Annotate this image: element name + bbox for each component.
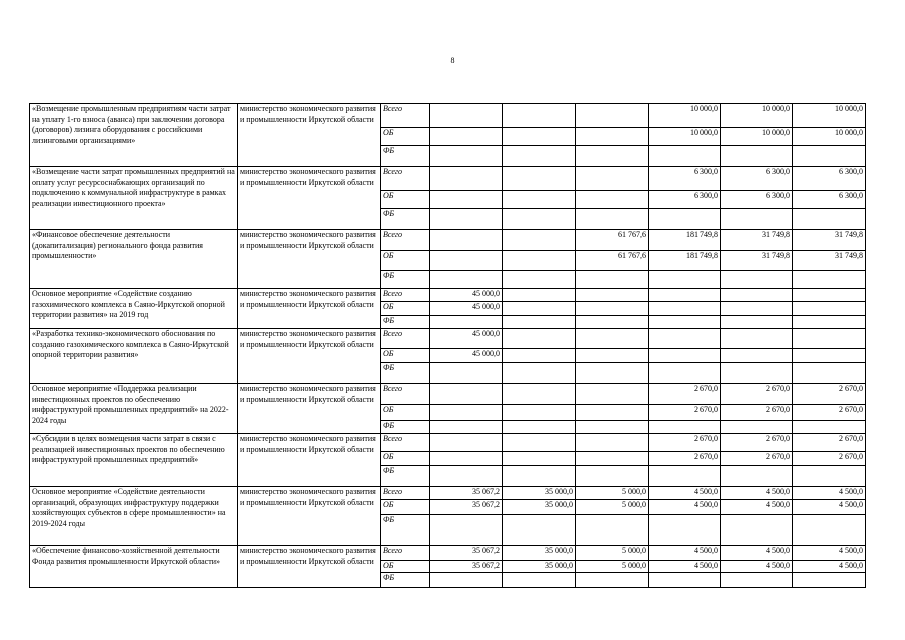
- amount-cell: 35 067,2: [430, 561, 503, 573]
- amount-cell: 2 670,0: [793, 384, 866, 405]
- amount-cell: [649, 349, 721, 363]
- amount-cell: [503, 167, 576, 191]
- amount-cell: 5 000,0: [576, 546, 649, 561]
- amount-cell: [793, 363, 866, 384]
- amount-cell: [503, 349, 576, 363]
- table-row: [30, 104, 866, 128]
- amount-cell: [721, 316, 793, 329]
- amount-cell: 5 000,0: [576, 487, 649, 500]
- amount-cell: [503, 128, 576, 146]
- amount-cell: [503, 146, 576, 167]
- amount-cell: [430, 466, 503, 487]
- amount-cell: 35 067,2: [430, 546, 503, 561]
- amount-cell: [503, 251, 576, 271]
- amount-cell: 2 670,0: [649, 434, 721, 452]
- amount-cell: [503, 316, 576, 329]
- amount-cell: [430, 363, 503, 384]
- amount-cell: [503, 515, 576, 546]
- amount-cell: [430, 251, 503, 271]
- amount-cell: 4 500,0: [721, 487, 793, 500]
- amount-cell: 4 500,0: [793, 561, 866, 573]
- amount-cell: [793, 209, 866, 230]
- amount-cell: 10 000,0: [721, 104, 793, 128]
- amount-cell: 35 067,2: [430, 500, 503, 515]
- amount-cell: [721, 209, 793, 230]
- funding-source: Всего: [381, 487, 430, 500]
- amount-cell: [721, 302, 793, 316]
- amount-cell: [576, 302, 649, 316]
- executor-name: министерство экономического развития и промышленности Иркутской области: [238, 329, 381, 384]
- measure-name: Основное мероприятие «Содействие созданию газохимического комплекса в Саяно-Иркутской опорной территории развития» на 2019 год: [30, 289, 238, 329]
- amount-cell: [576, 104, 649, 128]
- amount-cell: 61 767,6: [576, 251, 649, 271]
- funding-source: ФБ: [381, 466, 430, 487]
- measure-name: «Финансовое обеспечение деятельности (докапитализация) регионального фонда развития промышленности»: [30, 230, 238, 289]
- amount-cell: 5 000,0: [576, 561, 649, 573]
- amount-cell: [649, 209, 721, 230]
- table-row: [30, 546, 866, 561]
- amount-cell: [503, 329, 576, 349]
- amount-cell: 35 000,0: [503, 500, 576, 515]
- amount-cell: [430, 452, 503, 466]
- amount-cell: 4 500,0: [721, 546, 793, 561]
- amount-cell: [503, 302, 576, 316]
- amount-cell: 31 749,8: [793, 251, 866, 271]
- amount-cell: [649, 515, 721, 546]
- funding-source: Всего: [381, 329, 430, 349]
- measure-name: Основное мероприятие «Поддержка реализации инвестиционных проектов по обеспечению инфраструктурой промышленных предприятий» на 2022-2024 годы: [30, 384, 238, 434]
- amount-cell: [503, 572, 576, 587]
- amount-cell: [793, 515, 866, 546]
- amount-cell: [503, 209, 576, 230]
- funding-source: Всего: [381, 434, 430, 452]
- measure-name: «Обеспечение финансово-хозяйственной деятельности Фонда развития промышленности Иркутской области»: [30, 546, 238, 588]
- table-row: [30, 230, 866, 251]
- amount-cell: [576, 405, 649, 421]
- amount-cell: [721, 466, 793, 487]
- amount-cell: [793, 146, 866, 167]
- amount-cell: [576, 572, 649, 587]
- amount-cell: [793, 349, 866, 363]
- amount-cell: [576, 466, 649, 487]
- measure-name: Основное мероприятие «Содействие деятельности организаций, образующих инфраструктуру поддержки хозяйствующих субъектов в сфере промышленности» на 2019-2024 годы: [30, 487, 238, 546]
- amount-cell: 4 500,0: [649, 500, 721, 515]
- budget-table: [29, 103, 866, 588]
- amount-cell: 4 500,0: [793, 500, 866, 515]
- amount-cell: [430, 104, 503, 128]
- amount-cell: [721, 271, 793, 289]
- amount-cell: 6 300,0: [721, 167, 793, 191]
- amount-cell: [503, 363, 576, 384]
- amount-cell: 31 749,8: [793, 230, 866, 251]
- funding-source: ОБ: [381, 500, 430, 515]
- funding-source: ФБ: [381, 572, 430, 587]
- amount-cell: [721, 349, 793, 363]
- executor-name: министерство экономического развития и промышленности Иркутской области: [238, 546, 381, 588]
- executor-name: министерство экономического развития и промышленности Иркутской области: [238, 289, 381, 329]
- amount-cell: [721, 363, 793, 384]
- amount-cell: [576, 452, 649, 466]
- measure-name: «Возмещение части затрат промышленных предприятий на оплату услуг ресурсоснабжающих организаций по подключению к коммунальной инфраструктуре в рамках реализации инвестиционного проекта»: [30, 167, 238, 230]
- table-row: [30, 384, 866, 405]
- amount-cell: 6 300,0: [793, 191, 866, 209]
- measure-name: «Возмещение промышленным предприятиям части затрат на уплату 1-го взноса (аванса) при заключении договора (договоров) лизинга оборудования с российскими лизинговыми организациями»: [30, 104, 238, 167]
- amount-cell: [576, 363, 649, 384]
- amount-cell: 10 000,0: [649, 128, 721, 146]
- amount-cell: 181 749,8: [649, 230, 721, 251]
- amount-cell: [430, 167, 503, 191]
- amount-cell: [649, 289, 721, 302]
- amount-cell: 10 000,0: [793, 104, 866, 128]
- executor-name: министерство экономического развития и промышленности Иркутской области: [238, 434, 381, 487]
- amount-cell: [430, 128, 503, 146]
- amount-cell: [576, 271, 649, 289]
- amount-cell: 2 670,0: [721, 384, 793, 405]
- executor-name: министерство экономического развития и промышленности Иркутской области: [238, 384, 381, 434]
- amount-cell: [430, 421, 503, 434]
- funding-source: ОБ: [381, 251, 430, 271]
- amount-cell: [576, 434, 649, 452]
- amount-cell: [576, 289, 649, 302]
- amount-cell: [721, 515, 793, 546]
- amount-cell: [793, 466, 866, 487]
- amount-cell: [721, 572, 793, 587]
- amount-cell: [793, 302, 866, 316]
- funding-source: Всего: [381, 289, 430, 302]
- amount-cell: [793, 329, 866, 349]
- amount-cell: [649, 421, 721, 434]
- funding-source: Всего: [381, 384, 430, 405]
- funding-source: ОБ: [381, 452, 430, 466]
- funding-source: Всего: [381, 230, 430, 251]
- page-number: 8: [450, 56, 455, 65]
- amount-cell: [430, 146, 503, 167]
- amount-cell: [503, 421, 576, 434]
- amount-cell: 181 749,8: [649, 251, 721, 271]
- amount-cell: [576, 128, 649, 146]
- amount-cell: 4 500,0: [721, 561, 793, 573]
- funding-source: ОБ: [381, 191, 430, 209]
- amount-cell: [793, 316, 866, 329]
- amount-cell: [430, 316, 503, 329]
- funding-source: ФБ: [381, 271, 430, 289]
- table-row: [30, 434, 866, 452]
- amount-cell: [649, 316, 721, 329]
- amount-cell: 10 000,0: [649, 104, 721, 128]
- amount-cell: [721, 146, 793, 167]
- amount-cell: 6 300,0: [649, 191, 721, 209]
- amount-cell: [503, 452, 576, 466]
- measure-name: «Разработка технико-экономического обоснования по созданию газохимического комплекса в Саяно-Иркутской опорной территории развития»: [30, 329, 238, 384]
- amount-cell: 10 000,0: [793, 128, 866, 146]
- table-row: [30, 289, 866, 302]
- amount-cell: 5 000,0: [576, 500, 649, 515]
- amount-cell: [430, 191, 503, 209]
- amount-cell: [503, 271, 576, 289]
- amount-cell: 6 300,0: [649, 167, 721, 191]
- amount-cell: 2 670,0: [793, 434, 866, 452]
- funding-source: ОБ: [381, 405, 430, 421]
- amount-cell: [649, 146, 721, 167]
- amount-cell: [576, 384, 649, 405]
- amount-cell: 4 500,0: [793, 487, 866, 500]
- funding-source: Всего: [381, 104, 430, 128]
- amount-cell: [793, 289, 866, 302]
- amount-cell: [503, 405, 576, 421]
- table-row: [30, 487, 866, 500]
- funding-source: ФБ: [381, 316, 430, 329]
- amount-cell: 45 000,0: [430, 329, 503, 349]
- amount-cell: 31 749,8: [721, 230, 793, 251]
- amount-cell: [649, 363, 721, 384]
- amount-cell: 35 000,0: [503, 546, 576, 561]
- amount-cell: 2 670,0: [721, 405, 793, 421]
- amount-cell: [649, 271, 721, 289]
- amount-cell: [430, 230, 503, 251]
- amount-cell: 10 000,0: [721, 128, 793, 146]
- amount-cell: 4 500,0: [721, 500, 793, 515]
- amount-cell: 4 500,0: [793, 546, 866, 561]
- amount-cell: [430, 515, 503, 546]
- amount-cell: [430, 434, 503, 452]
- executor-name: министерство экономического развития и промышленности Иркутской области: [238, 167, 381, 230]
- amount-cell: [721, 421, 793, 434]
- amount-cell: 2 670,0: [649, 452, 721, 466]
- amount-cell: 4 500,0: [649, 487, 721, 500]
- amount-cell: [576, 515, 649, 546]
- amount-cell: [576, 329, 649, 349]
- funding-source: ФБ: [381, 421, 430, 434]
- amount-cell: [649, 466, 721, 487]
- amount-cell: [576, 191, 649, 209]
- table-row: [30, 329, 866, 349]
- amount-cell: [721, 329, 793, 349]
- funding-source: ФБ: [381, 209, 430, 230]
- amount-cell: [721, 289, 793, 302]
- amount-cell: 2 670,0: [649, 384, 721, 405]
- funding-source: ФБ: [381, 363, 430, 384]
- amount-cell: 45 000,0: [430, 302, 503, 316]
- amount-cell: [503, 466, 576, 487]
- funding-source: ФБ: [381, 515, 430, 546]
- amount-cell: 2 670,0: [793, 452, 866, 466]
- amount-cell: 6 300,0: [793, 167, 866, 191]
- funding-source: Всего: [381, 546, 430, 561]
- funding-source: ОБ: [381, 561, 430, 573]
- amount-cell: 2 670,0: [793, 405, 866, 421]
- amount-cell: [649, 329, 721, 349]
- amount-cell: [430, 384, 503, 405]
- amount-cell: [649, 572, 721, 587]
- executor-name: министерство экономического развития и промышленности Иркутской области: [238, 230, 381, 289]
- amount-cell: [576, 349, 649, 363]
- amount-cell: 6 300,0: [721, 191, 793, 209]
- amount-cell: [503, 434, 576, 452]
- amount-cell: 31 749,8: [721, 251, 793, 271]
- amount-cell: 45 000,0: [430, 289, 503, 302]
- amount-cell: [503, 191, 576, 209]
- amount-cell: [430, 209, 503, 230]
- funding-source: ФБ: [381, 146, 430, 167]
- amount-cell: [503, 384, 576, 405]
- amount-cell: 45 000,0: [430, 349, 503, 363]
- amount-cell: [576, 146, 649, 167]
- amount-cell: 4 500,0: [649, 546, 721, 561]
- executor-name: министерство экономического развития и промышленности Иркутской области: [238, 487, 381, 546]
- amount-cell: [576, 421, 649, 434]
- funding-source: ОБ: [381, 302, 430, 316]
- amount-cell: [793, 572, 866, 587]
- amount-cell: [576, 167, 649, 191]
- amount-cell: 35 000,0: [503, 487, 576, 500]
- amount-cell: [430, 271, 503, 289]
- funding-source: Всего: [381, 167, 430, 191]
- funding-source: ОБ: [381, 128, 430, 146]
- amount-cell: [649, 302, 721, 316]
- measure-name: «Субсидии в целях возмещения части затрат в связи с реализацией инвестиционных проектов по обеспечению инфраструктурой промышленных предприятий»: [30, 434, 238, 487]
- table-row: [30, 167, 866, 191]
- amount-cell: 2 670,0: [721, 434, 793, 452]
- amount-cell: [430, 572, 503, 587]
- amount-cell: 35 067,2: [430, 487, 503, 500]
- amount-cell: [576, 209, 649, 230]
- amount-cell: [430, 405, 503, 421]
- amount-cell: [793, 271, 866, 289]
- amount-cell: [793, 421, 866, 434]
- amount-cell: 35 000,0: [503, 561, 576, 573]
- amount-cell: 2 670,0: [721, 452, 793, 466]
- amount-cell: [503, 104, 576, 128]
- amount-cell: [576, 316, 649, 329]
- amount-cell: 61 767,6: [576, 230, 649, 251]
- funding-source: ОБ: [381, 349, 430, 363]
- amount-cell: [503, 230, 576, 251]
- amount-cell: 4 500,0: [649, 561, 721, 573]
- executor-name: министерство экономического развития и промышленности Иркутской области: [238, 104, 381, 167]
- table-body: [30, 104, 866, 588]
- amount-cell: [503, 289, 576, 302]
- amount-cell: 2 670,0: [649, 405, 721, 421]
